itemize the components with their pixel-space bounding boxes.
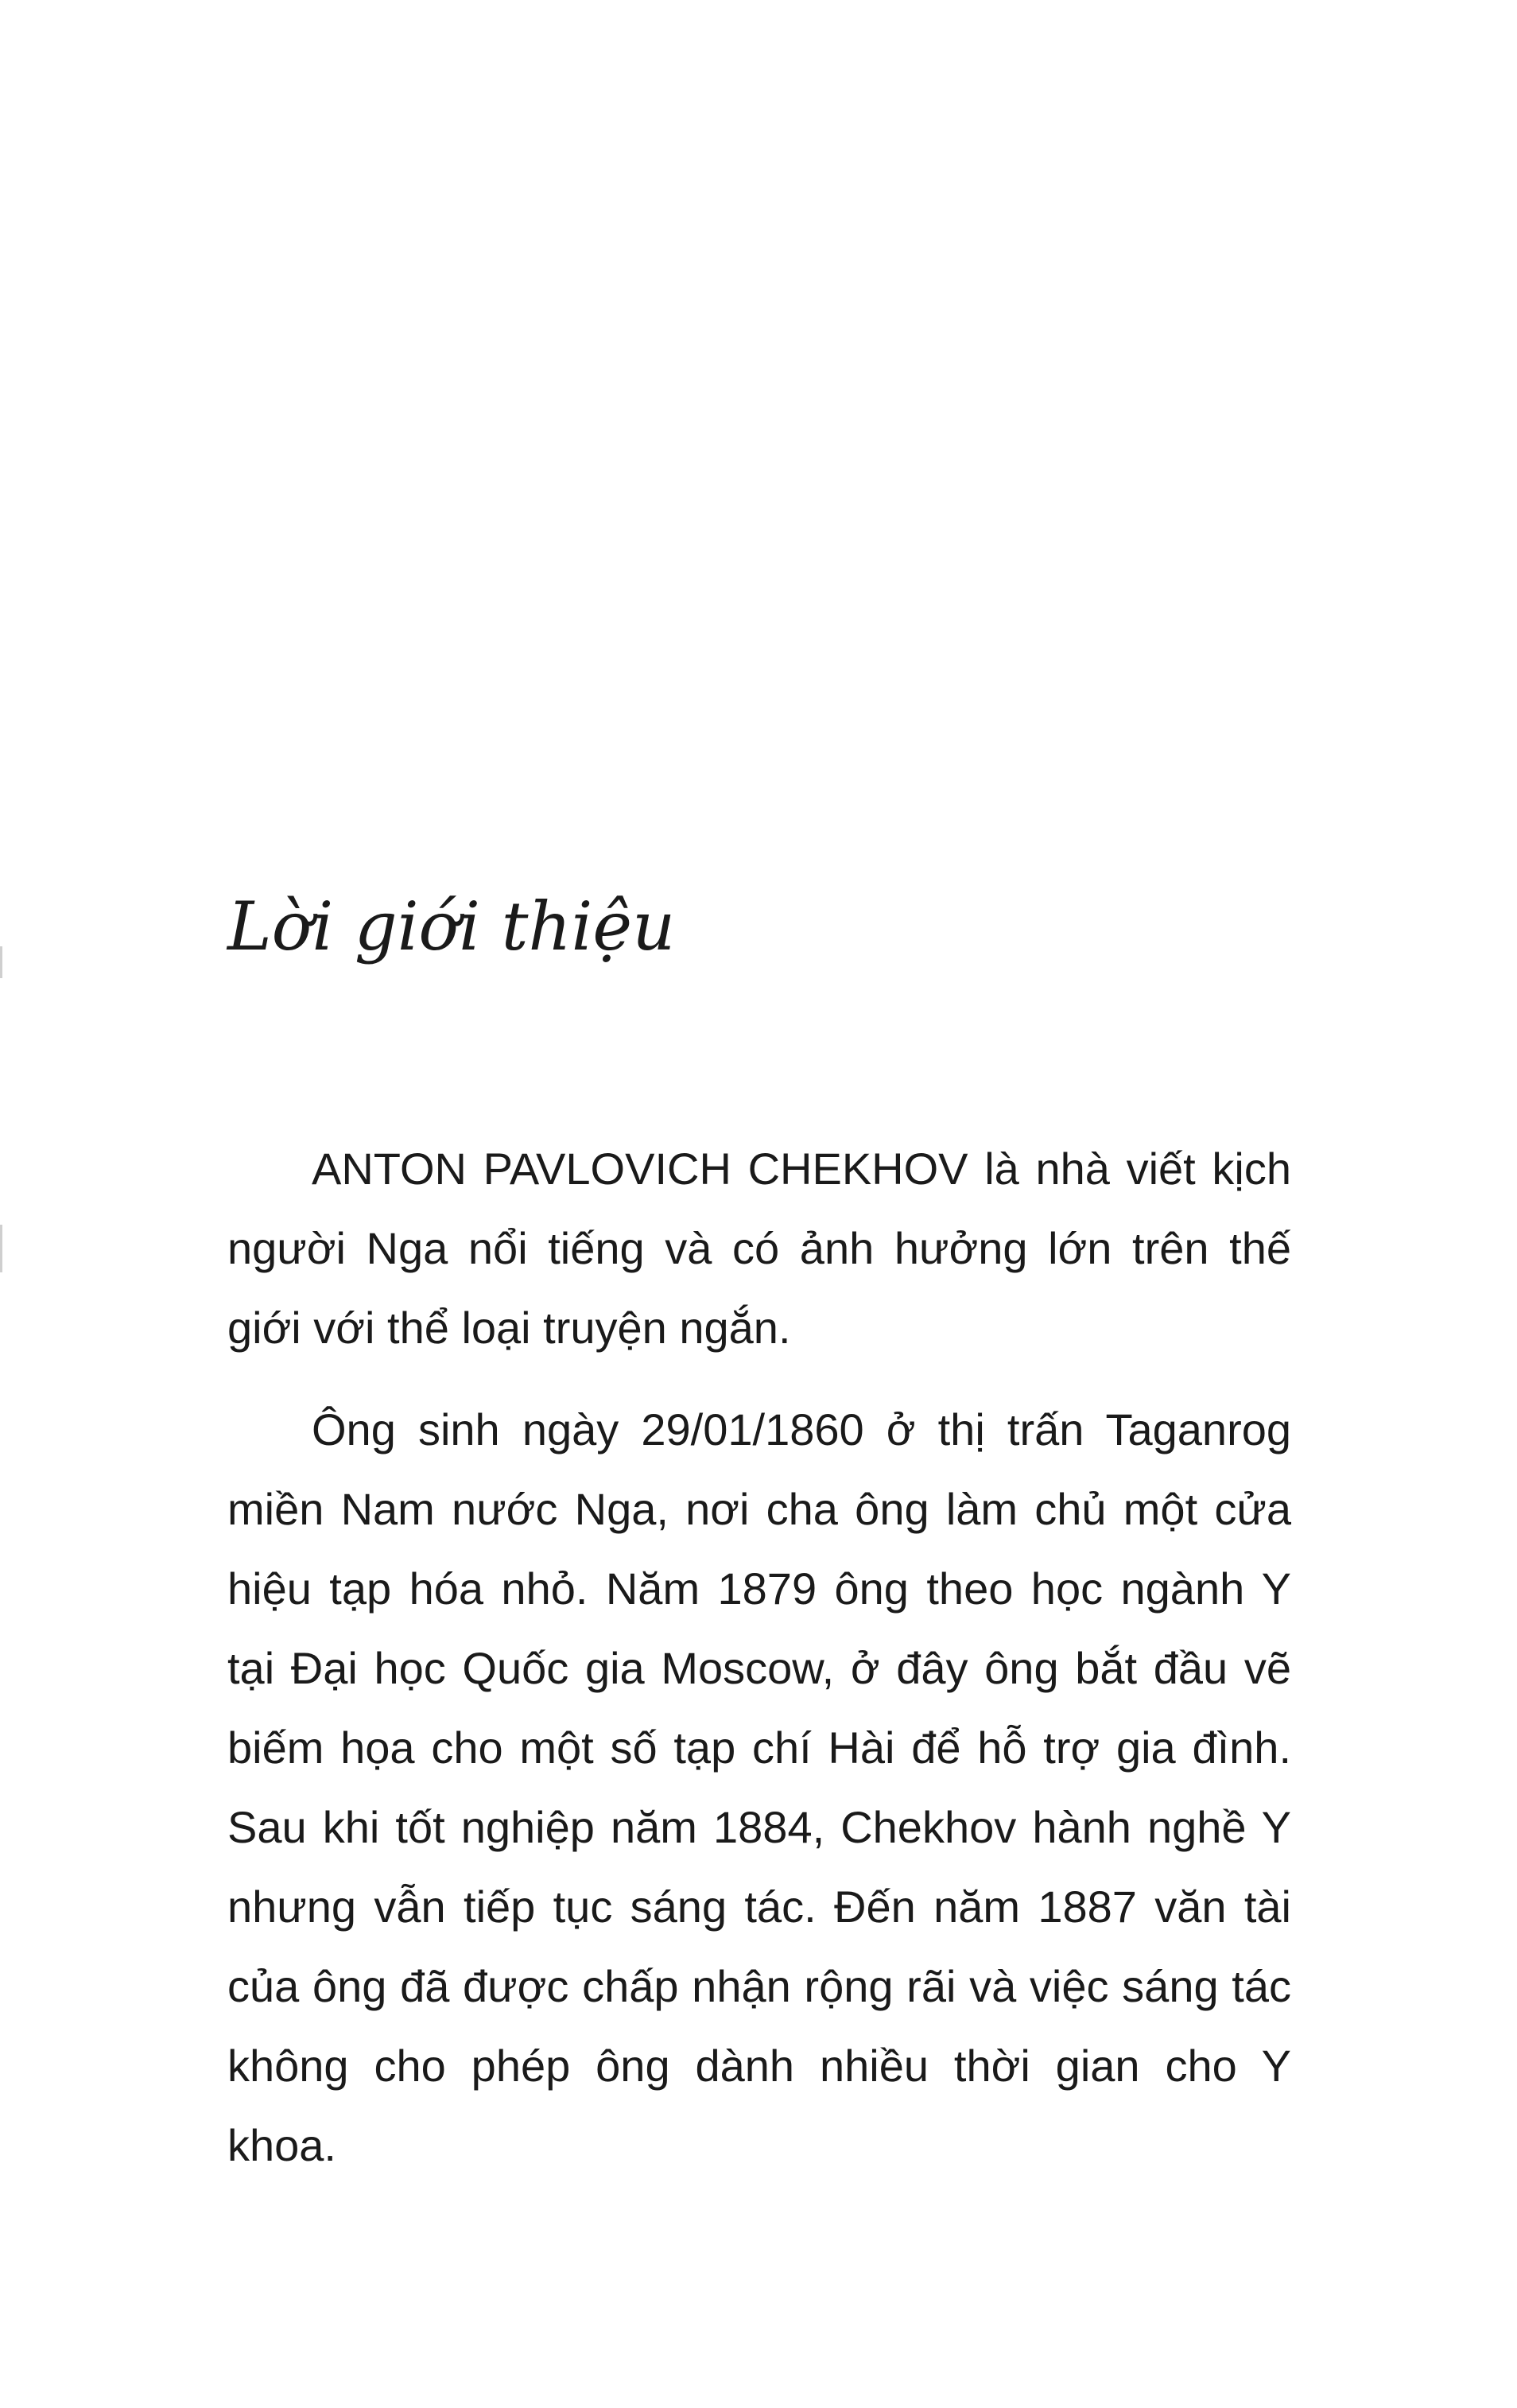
page-edge-mark xyxy=(0,1225,2,1272)
paragraph-2: Ông sinh ngày 29/01/1860 ở thị trấn Taganrog miền Nam nước Nga, nơi cha ông làm chủ một cửa hiệu tạp hóa nhỏ. Năm 1879 ông theo học ngành Y tại Đại học Quốc gia Moscow, ở đây ông bắt đầu vẽ biếm họa cho một số tạp chí Hài để hỗ trợ gia đình. Sau khi tốt nghiệp năm 1884, Chekhov hành nghề Y nhưng vẫn tiếp tục sáng tác. Đến năm 1887 văn tài của ông đã được chấp nhận rộng rãi và việc sáng tác không cho phép ông dành nhiều thời gian cho Y khoa. xyxy=(227,1404,1291,2170)
paragraph-1: ANTON PAVLOVICH CHEKHOV là nhà viết kịch người Nga nổi tiếng và có ảnh hưởng lớn trên thế giới với thể loại truyện ngắn. xyxy=(227,1144,1291,1353)
page-title: Lời giới thiệu xyxy=(227,887,676,965)
body-text xyxy=(227,1129,1291,2185)
page-edge-mark xyxy=(0,946,2,978)
